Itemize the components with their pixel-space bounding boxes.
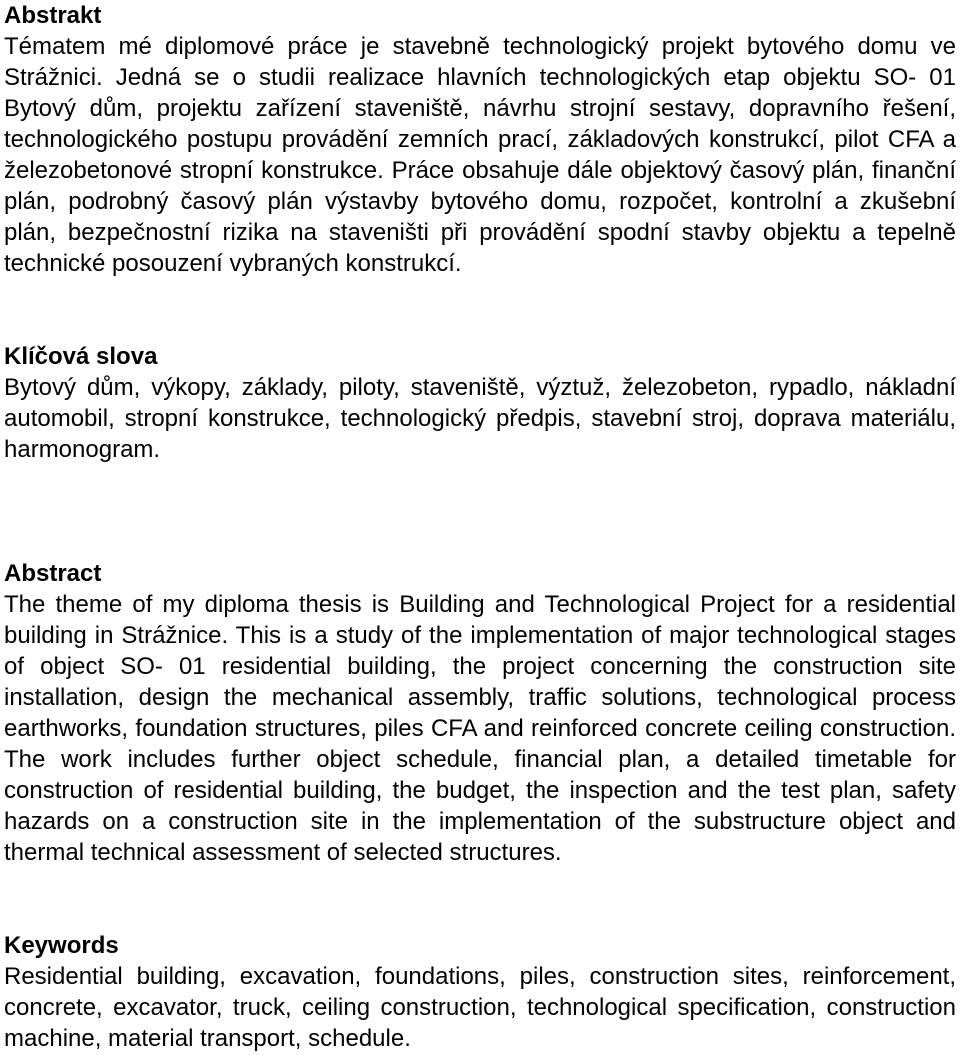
abstrakt-heading: Abstrakt — [4, 2, 102, 29]
klicova-slova-text: Bytový dům, výkopy, základy, piloty, staveniště, výztuž, železobeton, rypadlo, nákladní automobil, stropní konstrukce, technologický předpis, stavební stroj, doprava materiálu, harmonogram. — [4, 374, 956, 463]
keywords-text: Residential building, excavation, foundations, piles, construction sites, reinforcement, concrete, excavator, truck, ceiling construction, technological specification, construction machine, material transport, schedule. — [4, 963, 956, 1052]
abstrakt-text: Tématem mé diplomové práce je stavebně technologický projekt bytového domu ve Strážnici. Jedná se o studii realizace hlavních technologických etap objektu SO- 01 Bytový dům, projektu zařízení staveniště, návrhu strojní sestavy, dopravního řešení, technologického postupu provádění zemních prací, základových konstrukcí, pilot CFA a železobetonové stropní konstrukce. Práce obsahuje dále objektový časový plán, finanční plán, podrobný časový plán výstavby bytového domu, rozpočet, kontrolní a zkušební plán, bezpečnostní rizika na staveništi při provádění spodní stavby objektu a tepelně technické posouzení vybraných konstrukcí. — [4, 33, 956, 277]
klicova-slova-heading: Klíčová slova — [4, 343, 158, 370]
abstract-heading: Abstract — [4, 560, 102, 587]
abstrakt-section — [4, 0, 956, 279]
keywords-heading: Keywords — [4, 932, 119, 959]
abstract-text: The theme of my diploma thesis is Building and Technological Project for a residential building in Strážnice. This is a study of the implementation of major technological stages of object SO- 01 residential building, the project concerning the construction site installation, design the mechanical assembly, traffic solutions, technological process earthworks, foundation structures, piles CFA and reinforced concrete ceiling construction. The work includes further object schedule, financial plan, a detailed timetable for construction of residential building, the budget, the inspection and the test plan, safety hazards on a construction site in the implementation of the substructure object and thermal technical assessment of selected structures. — [4, 591, 956, 866]
keywords-section — [4, 930, 956, 1054]
abstract-section — [4, 558, 956, 868]
klicova-slova-section — [4, 341, 956, 465]
